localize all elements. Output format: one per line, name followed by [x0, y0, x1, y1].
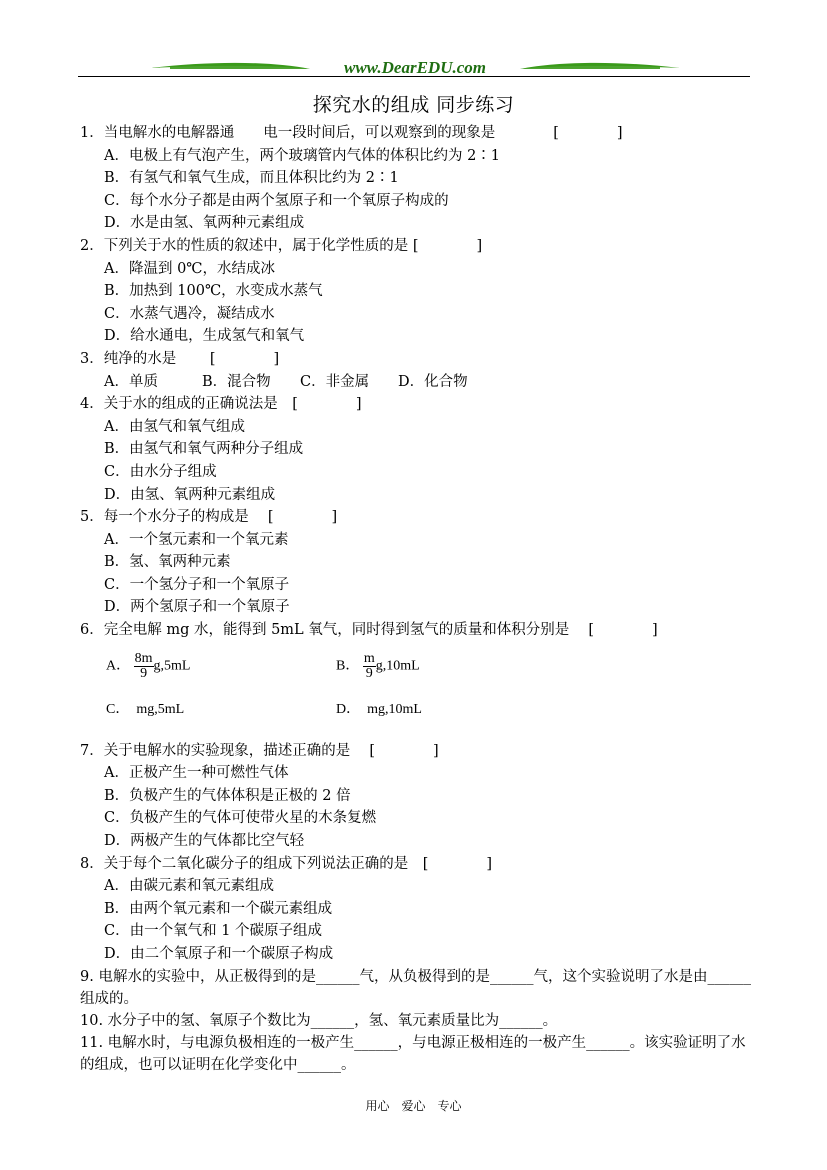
- fraction-options: [80, 648, 752, 728]
- question-stem: 6．完全电解 mg 水，能得到 5mL 氧气，同时得到氢气的质量和体积分别是 [ ]: [80, 622, 658, 639]
- question-option: A．单质: [104, 373, 158, 390]
- site-url: www.DearEDU.com: [344, 58, 486, 77]
- question-option: D．化合物: [398, 373, 468, 390]
- question-stem: 3．纯净的水是 [ ]: [80, 350, 280, 367]
- numerator: 8m: [134, 650, 153, 666]
- page-title: 探究水的组成 同步练习: [312, 94, 515, 116]
- question-option: C．由一个氧气和 1 个碳原子组成: [104, 923, 323, 940]
- question-option: D．由氢、氧两种元素组成: [104, 486, 276, 503]
- worksheet-content: [80, 122, 752, 1076]
- question-option: D．给水通电，生成氢气和氧气: [104, 328, 305, 345]
- question-stem: 1．当电解水的电解器通 电一段时间后，可以观察到的现象是 [ ]: [80, 125, 623, 141]
- fill-in-question: 10. 水分子中的氢、氧原子个数比为______，氢、氧元素质量比为______。: [80, 1012, 558, 1029]
- question-option: D．由二个氧原子和一个碳原子构成: [104, 946, 334, 962]
- question-option: C．水蒸气遇冷，凝结成水: [104, 305, 275, 322]
- header-divider: [78, 76, 750, 77]
- question-option: B．由氢气和氧气两种分子组成: [104, 441, 304, 458]
- question-option: D．水是由氢、氧两种元素组成: [104, 215, 305, 232]
- question-option: C．每个水分子都是由两个氢原子和一个氧原子构成的: [104, 192, 449, 209]
- question-option: C．由水分子组成: [104, 463, 217, 480]
- question-option: A．由碳元素和氧元素组成: [104, 878, 274, 895]
- option-label: B．: [336, 658, 360, 674]
- question-option: B．由两个氧元素和一个碳元素组成: [104, 900, 333, 917]
- question-option: A．正极产生一种可燃性气体: [104, 765, 289, 782]
- denominator: 9: [365, 665, 373, 681]
- question-option: B．负极产生的气体体积是正极的 2 倍: [104, 787, 351, 804]
- option-a: [106, 652, 190, 681]
- numerator: m: [363, 650, 375, 666]
- question-stem: 2．下列关于水的性质的叙述中，属于化学性质的是 [ ]: [80, 237, 483, 254]
- question-option: C．一个氢分子和一个氧原子: [104, 576, 290, 593]
- option-label: A．: [106, 658, 131, 674]
- question-option: C．负极产生的气体可使带火星的木条复燃: [104, 810, 377, 827]
- option-b: [336, 652, 420, 681]
- question-option: A．电极上有气泡产生，两个玻璃管内气体的体积比约为 2∶1: [104, 147, 501, 164]
- question-option: D．两极产生的气体都比空气轻: [104, 833, 305, 850]
- question-option: A．降温到 0℃，水结成冰: [104, 260, 276, 277]
- page-footer: 用心 爱心 专心: [365, 1099, 462, 1113]
- question-option: A．由氢气和氧气组成: [104, 418, 245, 435]
- fill-in-question: 11. 电解水时，与电源负极相连的一极产生______，与电源正极相连的一极产生______。该实验证明了水的组成，也可以证明在化学变化中______。: [80, 1034, 746, 1073]
- denominator: 9: [140, 665, 148, 681]
- site-logo-banner: [150, 55, 680, 81]
- question-stem: 8．关于每个二氧化碳分子的组成下列说法正确的是 [ ]: [80, 855, 493, 872]
- question-stem: 4．关于水的组成的正确说法是 [ ]: [80, 396, 362, 413]
- question-option: B．加热到 100℃，水变成水蒸气: [104, 283, 323, 300]
- question-option: C．非金属: [300, 373, 370, 390]
- question-option: B．混合物: [202, 373, 271, 390]
- fraction: [363, 652, 376, 681]
- option-value: g,10mL: [375, 658, 420, 674]
- option-value: g,5mL: [153, 658, 191, 674]
- question-stem: 7．关于电解水的实验现象，描述正确的是 [ ]: [80, 742, 439, 759]
- question-option: B．有氢气和氧气生成，而且体积比约为 2∶1: [104, 170, 399, 187]
- question-stem: 5．每一个水分子的构成是 [ ]: [80, 509, 338, 526]
- fraction: [134, 652, 154, 681]
- inline-options: [80, 371, 752, 394]
- fill-in-question: 9. 电解水的实验中，从正极得到的是______气，从负极得到的是______气，这个实验说明了水是由______组成的。: [80, 968, 751, 1007]
- question-option: A．一个氢元素和一个氧元素: [104, 531, 289, 548]
- question-option: B．氢、氧两种元素: [104, 554, 231, 571]
- question-option: D．两个氢原子和一个氧原子: [104, 599, 290, 616]
- option-c: C． mg,5mL: [106, 701, 185, 717]
- option-d: D． mg,10mL: [336, 701, 422, 717]
